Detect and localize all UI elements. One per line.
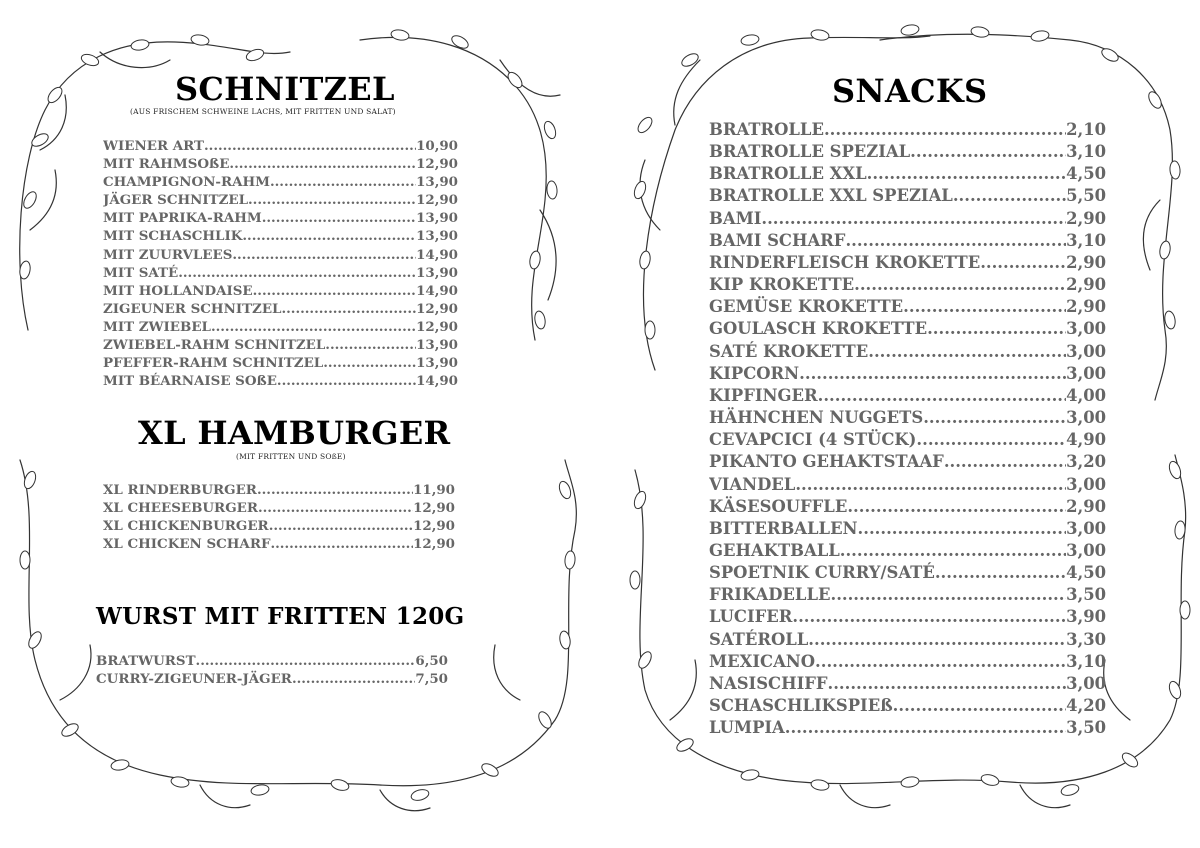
- menu-item-price: 3,00: [1066, 408, 1106, 428]
- menu-item-price: 12,90: [416, 300, 458, 317]
- menu-item-name: SATÉ KROKETTE: [709, 341, 869, 361]
- menu-item-name: LUMPIA: [709, 718, 785, 738]
- menu-item-price: 2,10: [1066, 120, 1106, 139]
- menu-item-name: BRATROLLE SPEZIAL: [709, 142, 911, 162]
- schnitzel-list: [103, 137, 458, 390]
- menu-item-name: BRATROLLE XXL: [709, 164, 867, 184]
- menu-item-name: VIANDEL: [709, 474, 796, 494]
- dot-leader: [232, 246, 416, 264]
- menu-item: [709, 518, 1106, 540]
- menu-item-name: GEHAKTBALL: [709, 540, 840, 560]
- menu-item: [709, 363, 1106, 385]
- dot-leader: [824, 119, 1066, 141]
- dot-leader: [204, 137, 416, 155]
- menu-item-name: SCHASCHLIKSPIEß: [709, 696, 893, 716]
- menu-item-price: 3,10: [1066, 651, 1106, 671]
- dot-leader: [281, 300, 416, 318]
- wurst-title: WURST MIT FRITTEN 120G: [96, 603, 465, 630]
- dot-leader: [923, 407, 1066, 429]
- menu-item: [709, 606, 1106, 628]
- dot-leader: [944, 451, 1066, 473]
- menu-item-name: BAMI SCHARF: [709, 230, 846, 250]
- menu-item-name: MEXICANO: [709, 651, 816, 671]
- menu-item-name: MIT SATÉ: [103, 264, 179, 281]
- menu-item: [103, 173, 458, 191]
- menu-item-price: 4,20: [1066, 696, 1106, 716]
- dot-leader: [845, 230, 1066, 252]
- menu-item: [103, 282, 458, 300]
- dot-leader: [253, 282, 416, 300]
- hamburger-title: XL HAMBURGER: [138, 414, 451, 452]
- menu-item-name: KÄSESOUFFLE: [709, 496, 848, 516]
- menu-item: [709, 629, 1106, 651]
- menu-item: [103, 318, 458, 336]
- menu-item-price: 3,00: [1066, 474, 1106, 494]
- menu-item: [709, 429, 1106, 451]
- menu-item-price: 3,50: [1066, 718, 1106, 738]
- menu-item-price: 3,00: [1066, 363, 1106, 383]
- dot-leader: [262, 209, 416, 227]
- menu-item-price: 3,00: [1066, 341, 1106, 361]
- dot-leader: [867, 163, 1066, 185]
- hamburger-subtitle: (MIT FRITTEN UND SOßE): [236, 452, 346, 461]
- menu-item: [103, 372, 458, 390]
- dot-leader: [257, 481, 413, 499]
- menu-item: [103, 246, 458, 264]
- menu-item-price: 13,90: [416, 337, 458, 354]
- menu-item: [103, 155, 458, 173]
- menu-item-price: 4,50: [1066, 164, 1106, 184]
- menu-item: [709, 385, 1106, 407]
- menu-item-name: SPOETNIK CURRY/SATÉ: [709, 563, 935, 583]
- menu-item-price: 2,90: [1066, 275, 1106, 295]
- menu-item-price: 2,90: [1066, 297, 1106, 317]
- dot-leader: [323, 354, 416, 372]
- dot-leader: [868, 341, 1066, 363]
- schnitzel-title: SCHNITZEL: [175, 70, 395, 108]
- dot-leader: [229, 155, 416, 173]
- menu-item-name: CHAMPIGNON-RAHM: [103, 174, 270, 191]
- menu-item-name: ZIGEUNER SCHNITZEL: [103, 300, 282, 317]
- dot-leader: [325, 336, 416, 354]
- menu-item-price: 3,00: [1066, 540, 1106, 560]
- menu-item-name: LUCIFER: [709, 607, 793, 627]
- menu-item: [103, 354, 458, 372]
- dot-leader: [818, 385, 1066, 407]
- menu-item: [103, 209, 458, 227]
- menu-item-price: 12,90: [413, 536, 455, 553]
- menu-item-price: 14,90: [416, 373, 458, 390]
- menu-item-name: GOULASCH KROKETTE: [709, 319, 928, 339]
- menu-item-price: 3,50: [1066, 585, 1106, 605]
- dot-leader: [196, 652, 416, 670]
- menu-item-name: HÄHNCHEN NUGGETS: [709, 408, 924, 428]
- menu-item: [709, 673, 1106, 695]
- menu-item-name: SATÉROLL: [709, 629, 809, 649]
- menu-item: [103, 535, 455, 553]
- wurst-list: [96, 652, 448, 688]
- dot-leader: [248, 191, 416, 209]
- menu-item: [96, 670, 448, 688]
- menu-item-price: 6,50: [415, 653, 448, 669]
- menu-item-name: FRIKADELLE: [709, 585, 831, 605]
- menu-item-name: CURRY-ZIGEUNER-JÄGER: [96, 671, 292, 688]
- hamburger-list: [103, 481, 455, 553]
- dot-leader: [828, 673, 1067, 695]
- menu-item-name: BAMI: [709, 208, 762, 228]
- menu-item-price: 3,90: [1066, 607, 1106, 627]
- dot-leader: [903, 296, 1066, 318]
- menu-item-name: PFEFFER-RAHM SCHNITZEL: [103, 355, 324, 372]
- menu-item: [103, 517, 455, 535]
- menu-item: [96, 652, 448, 670]
- menu-item-price: 3,10: [1066, 230, 1106, 250]
- dot-leader: [792, 606, 1066, 628]
- menu-item-name: XL CHEESEBURGER: [103, 500, 258, 517]
- menu-item: [103, 191, 458, 209]
- dot-leader: [910, 141, 1066, 163]
- menu-item: [709, 274, 1106, 296]
- dot-leader: [242, 227, 416, 245]
- menu-item-price: 12,90: [413, 518, 455, 535]
- menu-item-price: 13,90: [416, 228, 458, 245]
- menu-item-price: 13,90: [416, 264, 458, 281]
- menu-item-name: ZWIEBEL-RAHM SCHNITZEL: [103, 337, 326, 354]
- menu-item: [709, 584, 1106, 606]
- dot-leader: [178, 264, 416, 282]
- dot-leader: [935, 562, 1066, 584]
- menu-item-name: RINDERFLEISCH KROKETTE: [709, 252, 981, 272]
- dot-leader: [270, 535, 413, 553]
- menu-item: [103, 264, 458, 282]
- dot-leader: [953, 185, 1066, 207]
- dot-leader: [927, 318, 1066, 340]
- menu-item-price: 3,20: [1066, 452, 1106, 472]
- dot-leader: [854, 274, 1066, 296]
- menu-item-name: WIENER ART: [103, 138, 204, 154]
- menu-item-price: 3,10: [1066, 142, 1106, 162]
- menu-item: [709, 407, 1106, 429]
- menu-item-name: PIKANTO GEHAKTSTAAF: [709, 452, 944, 472]
- menu-item-price: 13,90: [416, 174, 458, 191]
- menu-item-price: 13,90: [416, 355, 458, 372]
- menu-item-name: BRATROLLE: [709, 120, 824, 139]
- dot-leader: [893, 695, 1066, 717]
- dot-leader: [270, 173, 416, 191]
- menu-item: [103, 137, 458, 155]
- snacks-list: [709, 119, 1106, 739]
- menu-item: [103, 336, 458, 354]
- menu-item: [103, 300, 458, 318]
- menu-item-price: 4,90: [1066, 430, 1106, 450]
- dot-leader: [808, 629, 1066, 651]
- menu-item-name: NASISCHIFF: [709, 673, 828, 693]
- dot-leader: [916, 429, 1066, 451]
- menu-item: [709, 163, 1106, 185]
- dot-leader: [258, 499, 413, 517]
- menu-item-name: MIT ZUURVLEES: [103, 246, 233, 263]
- dot-leader: [799, 363, 1066, 385]
- menu-item-price: 2,90: [1066, 252, 1106, 272]
- schnitzel-subtitle: (AUS FRISCHEM SCHWEINE LACHS, MIT FRITTEN UND SALAT): [130, 107, 396, 116]
- menu-item-price: 2,90: [1066, 208, 1106, 228]
- menu-item: [709, 540, 1106, 562]
- menu-item: [709, 119, 1106, 141]
- menu-item-price: 3,00: [1066, 518, 1106, 538]
- dot-leader: [761, 208, 1066, 230]
- menu-item-name: MIT BÉARNAISE SOßE: [103, 373, 277, 390]
- menu-item: [103, 227, 458, 245]
- menu-item: [709, 341, 1106, 363]
- menu-item-name: XL CHICKENBURGER: [103, 518, 269, 535]
- menu-item-name: MIT SCHASCHLIK: [103, 228, 243, 245]
- menu-item-price: 5,50: [1066, 186, 1106, 206]
- menu-item-price: 3,30: [1066, 629, 1106, 649]
- menu-item: [103, 481, 455, 499]
- menu-item: [709, 296, 1106, 318]
- menu-item-name: KIP KROKETTE: [709, 275, 855, 295]
- dot-leader: [269, 517, 413, 535]
- menu-item-price: 10,90: [416, 138, 458, 154]
- menu-item-name: MIT RAHMSOßE: [103, 156, 230, 173]
- menu-item-name: KIPFINGER: [709, 385, 818, 405]
- menu-item-name: XL CHICKEN SCHARF: [103, 536, 271, 553]
- menu-item: [709, 695, 1106, 717]
- snacks-title: SNACKS: [832, 72, 988, 110]
- menu-item-price: 12,90: [416, 318, 458, 335]
- menu-item-price: 12,90: [416, 192, 458, 209]
- dot-leader: [815, 651, 1066, 673]
- menu-item: [709, 651, 1106, 673]
- menu-item-price: 2,90: [1066, 496, 1106, 516]
- menu-item-price: 14,90: [416, 246, 458, 263]
- dot-leader: [840, 540, 1066, 562]
- menu-item-name: CEVAPCICI (4 STÜCK): [709, 430, 917, 450]
- menu-item-name: JÄGER SCHNITZEL: [103, 192, 249, 209]
- menu-item-price: 3,00: [1066, 319, 1106, 339]
- menu-item-price: 11,90: [413, 482, 455, 498]
- menu-item-name: XL RINDERBURGER: [103, 482, 257, 498]
- dot-leader: [277, 372, 416, 390]
- menu-item: [709, 717, 1106, 739]
- menu-item: [709, 230, 1106, 252]
- menu-item-price: 7,50: [415, 671, 448, 688]
- menu-item: [709, 474, 1106, 496]
- menu-item: [709, 496, 1106, 518]
- menu-item: [709, 208, 1106, 230]
- menu-item-name: GEMÜSE KROKETTE: [709, 297, 904, 317]
- menu-item: [709, 562, 1106, 584]
- menu-item-name: MIT PAPRIKA-RAHM: [103, 210, 262, 227]
- menu-item-price: 14,90: [416, 282, 458, 299]
- dot-leader: [211, 318, 416, 336]
- dot-leader: [292, 670, 415, 688]
- menu-item-price: 12,90: [413, 500, 455, 517]
- dot-leader: [830, 584, 1066, 606]
- dot-leader: [785, 717, 1066, 739]
- dot-leader: [847, 496, 1066, 518]
- menu-item-name: MIT HOLLANDAISE: [103, 282, 253, 299]
- menu-item-price: 13,90: [416, 210, 458, 227]
- menu-item-name: BRATWURST: [96, 653, 196, 669]
- menu-item-price: 12,90: [416, 156, 458, 173]
- menu-item: [709, 451, 1106, 473]
- menu-item-name: MIT ZWIEBEL: [103, 318, 211, 335]
- menu-item-name: KIPCORN: [709, 363, 800, 383]
- menu-item-price: 4,00: [1066, 385, 1106, 405]
- menu-item-name: BRATROLLE XXL SPEZIAL: [709, 186, 953, 206]
- menu-item-price: 4,50: [1066, 563, 1106, 583]
- menu-page-right: [600, 0, 1200, 848]
- dot-leader: [980, 252, 1066, 274]
- menu-item: [709, 252, 1106, 274]
- menu-item-name: BITTERBALLEN: [709, 518, 858, 538]
- menu-item: [709, 185, 1106, 207]
- menu-item: [103, 499, 455, 517]
- dot-leader: [858, 518, 1067, 540]
- menu-item: [709, 141, 1106, 163]
- dot-leader: [795, 474, 1066, 496]
- menu-item: [709, 318, 1106, 340]
- menu-item-price: 3,00: [1066, 673, 1106, 693]
